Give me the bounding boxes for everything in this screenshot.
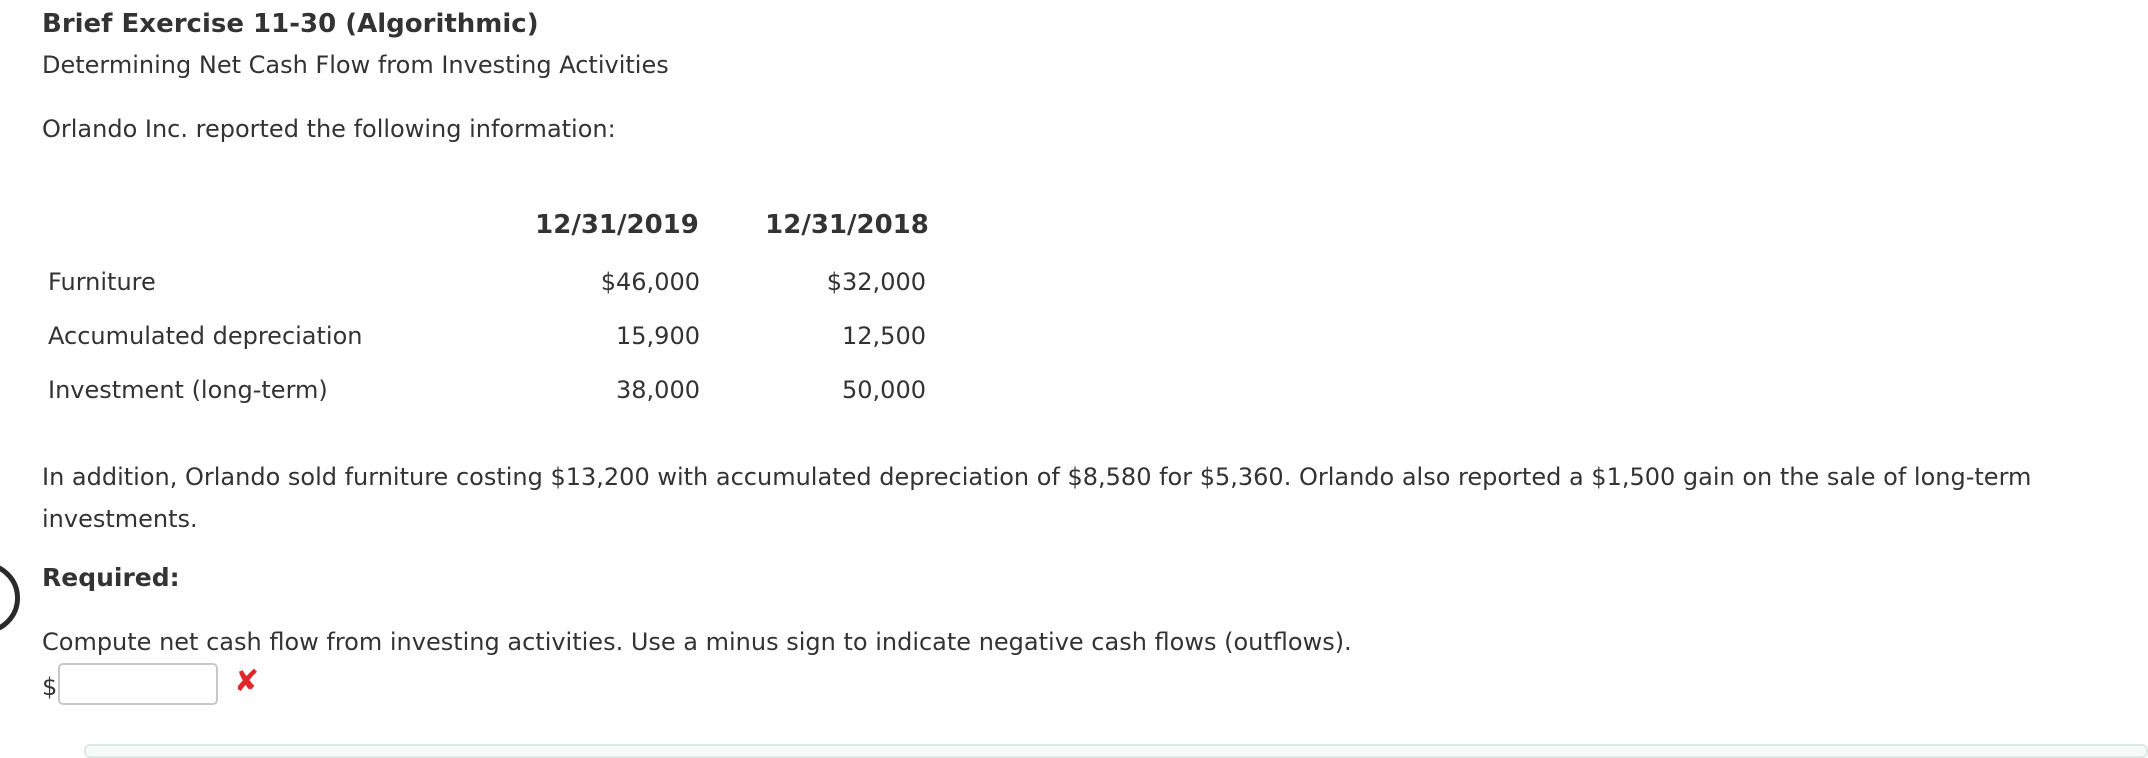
- answer-row: [42, 663, 342, 711]
- table-row: [42, 322, 962, 362]
- row-label: Furniture: [48, 268, 156, 296]
- exercise-subtitle: Determining Net Cash Flow from Investing Activities: [42, 51, 669, 79]
- row-label: Investment (long-term): [48, 376, 328, 404]
- additional-information: In addition, Orlando sold furniture costing $13,200 with accumulated depreciation of $8,580 for $5,360. Orlando also reported a $1,500 gain on the sale of long-term investments.: [42, 463, 2032, 533]
- table-row: [42, 268, 962, 308]
- column-header-2018: 12/31/2018: [765, 210, 929, 240]
- side-navigation-circle[interactable]: [0, 562, 20, 634]
- currency-symbol: $: [42, 673, 58, 701]
- column-header-2019: 12/31/2019: [535, 210, 699, 240]
- x-mark-icon: ✘: [234, 664, 260, 699]
- required-instructions: Compute net cash flow from investing activities. Use a minus sign to indicate negative cash flows (outflows).: [42, 628, 1352, 656]
- feedback-panel: [84, 744, 2148, 758]
- required-heading: Required:: [42, 563, 180, 592]
- row-label: Accumulated depreciation: [48, 322, 363, 350]
- table-cell-2019: 15,900: [616, 322, 700, 350]
- table-cell-2019: 38,000: [616, 376, 700, 404]
- table-cell-2018: 12,500: [842, 322, 926, 350]
- exercise-title: Brief Exercise 11-30 (Algorithmic): [42, 9, 539, 39]
- table-cell-2019: $46,000: [600, 268, 700, 296]
- table-row: [42, 376, 962, 416]
- exercise-intro: Orlando Inc. reported the following information:: [42, 115, 616, 143]
- net-cash-flow-input[interactable]: [58, 663, 218, 705]
- balance-table: [42, 210, 962, 420]
- table-cell-2018: 50,000: [842, 376, 926, 404]
- table-cell-2018: $32,000: [826, 268, 926, 296]
